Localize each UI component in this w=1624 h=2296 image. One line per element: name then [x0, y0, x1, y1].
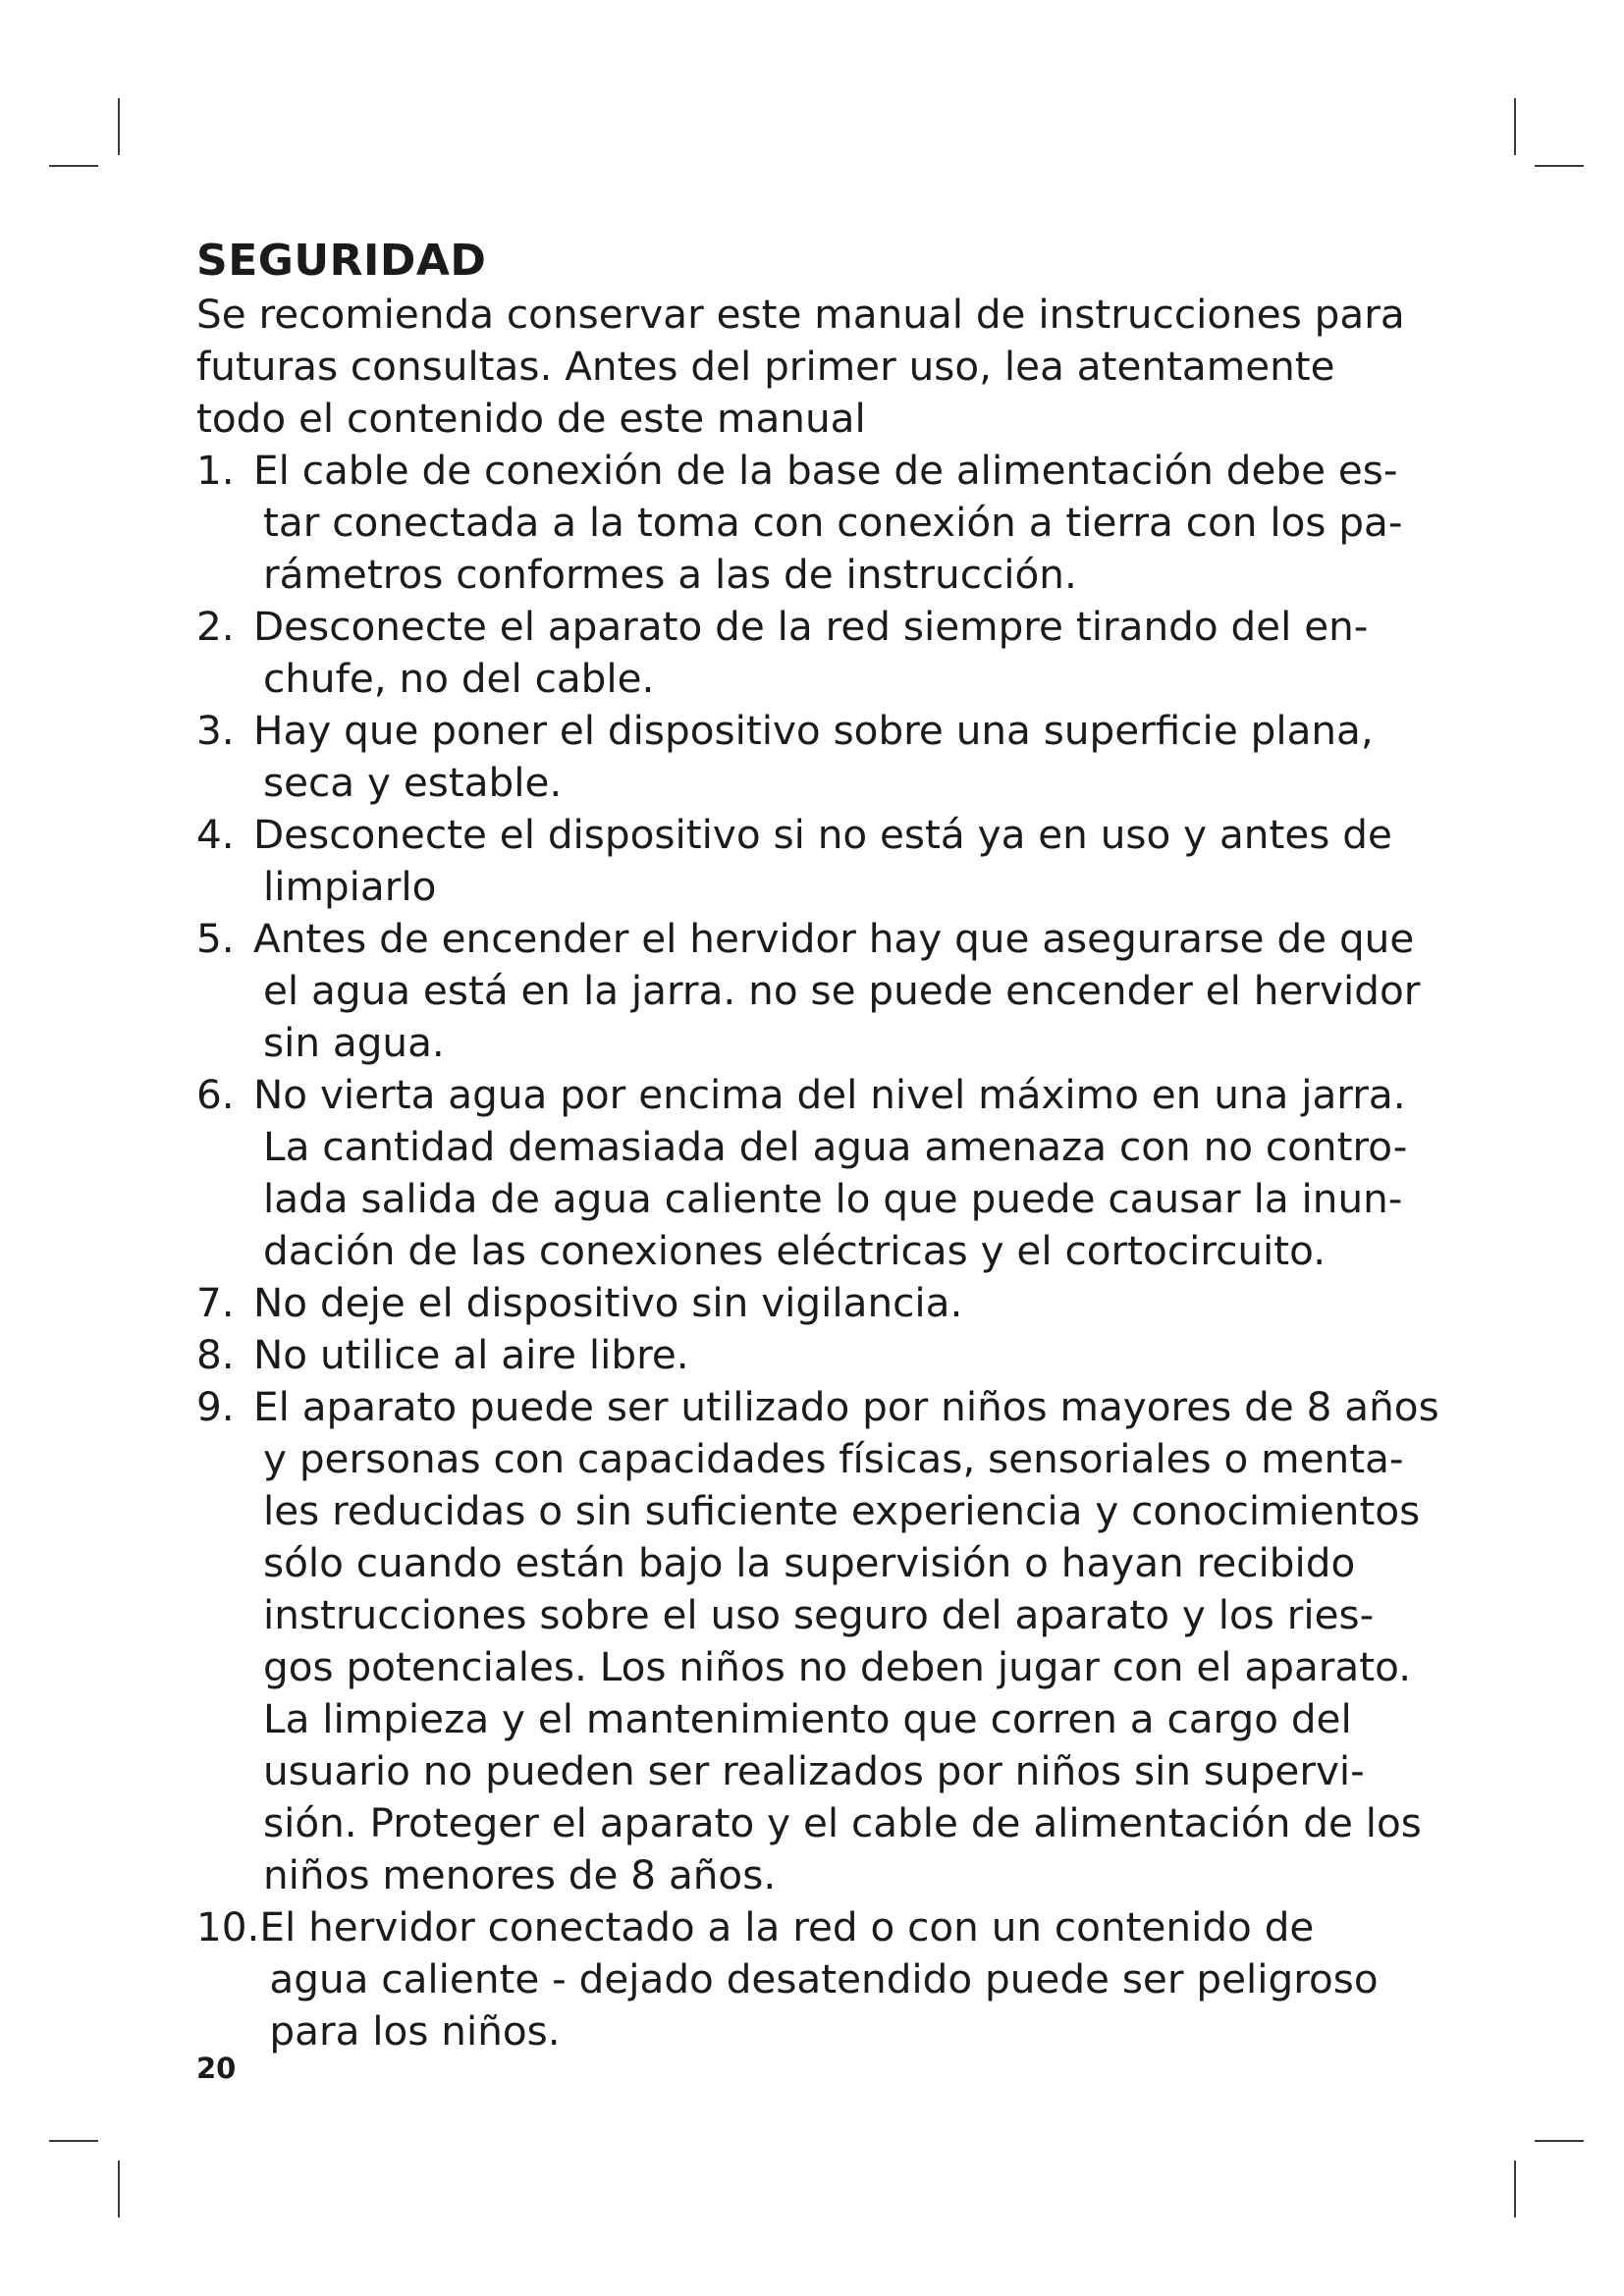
list-item [196, 705, 1465, 809]
list-item-line: gos potenciales. Los niños no deben jugar con el aparato. [263, 1643, 1412, 1690]
list-item-line: El hervidor conectado a la red o con un contenido de [259, 1903, 1315, 1950]
list-item-number: 7. [196, 1279, 235, 1326]
list-item-line: La limpieza y el mantenimiento que corren a cargo del [263, 1695, 1352, 1742]
list-item-line: seca y estable. [263, 759, 563, 806]
list-item-line: rámetros conformes a las de instrucción. [263, 551, 1077, 598]
crop-mark-top-right-horizontal [1535, 165, 1584, 167]
list-item-line: limpiarlo [263, 863, 437, 910]
crop-mark-bottom-left-horizontal [49, 2140, 98, 2142]
list-item-text [253, 705, 1465, 809]
list-item-line: Antes de encender el hervidor hay que asegurarse de que [253, 915, 1415, 962]
list-item-number: 10. [196, 1903, 260, 1950]
list-item-text [253, 445, 1465, 601]
intro-line: todo el contenido de este manual [196, 395, 866, 442]
list-item-line: No vierta agua por encima del nivel máximo en una jarra. [253, 1071, 1406, 1118]
list-item-number: 6. [196, 1071, 235, 1118]
list-item-line: La cantidad demasiada del agua amenaza con no contro- [263, 1123, 1408, 1170]
list-item-text [253, 1277, 1465, 1329]
crop-mark-top-right-vertical [1514, 98, 1516, 155]
list-item [196, 809, 1465, 913]
list-item-line: El cable de conexión de la base de alimentación debe es- [253, 447, 1398, 494]
list-item-line: chufe, no del cable. [263, 655, 655, 702]
list-item-text [253, 601, 1465, 705]
list-item [196, 1901, 1465, 2057]
list-item [196, 601, 1465, 705]
intro-line: Se recomienda conservar este manual de instrucciones para [196, 291, 1405, 338]
page-number: 20 [196, 2052, 237, 2085]
list-item-line: Desconecte el dispositivo si no está ya en uso y antes de [253, 811, 1392, 858]
intro-paragraph [196, 289, 1465, 445]
list-item-line: usuario no pueden ser realizados por niños sin supervi- [263, 1747, 1365, 1794]
list-item-line: agua caliente - dejado desatendido puede ser peligroso [269, 1955, 1379, 2002]
list-item-text [253, 809, 1465, 913]
crop-mark-top-left-vertical [118, 98, 120, 155]
list-item-line: lada salida de agua caliente lo que puede causar la inun- [263, 1175, 1403, 1222]
list-item-text [259, 1901, 1465, 2057]
list-item-line: sin agua. [263, 1019, 445, 1066]
list-item-line: El aparato puede ser utilizado por niños mayores de 8 años [253, 1383, 1439, 1430]
crop-mark-top-left-horizontal [49, 165, 98, 167]
list-item-number: 4. [196, 811, 235, 858]
list-item-line: dación de las conexiones eléctricas y el cortocircuito. [263, 1227, 1326, 1274]
crop-mark-bottom-right-vertical [1514, 2161, 1516, 2217]
list-item-number: 5. [196, 915, 235, 962]
list-item [196, 1329, 1465, 1381]
list-item-number: 8. [196, 1331, 235, 1378]
list-item [196, 1381, 1465, 1901]
list-item-line: No utilice al aire libre. [253, 1331, 689, 1378]
list-item-line: Hay que poner el dispositivo sobre una superficie plana, [253, 707, 1374, 754]
list-item-text [253, 1069, 1465, 1277]
list-item-line: y personas con capacidades físicas, sensoriales o menta- [263, 1435, 1404, 1482]
list-item-line: tar conectada a la toma con conexión a tierra con los pa- [263, 499, 1403, 546]
list-item-line: niños menores de 8 años. [263, 1851, 777, 1898]
list-item-line: sión. Proteger el aparato y el cable de alimentación de los [263, 1799, 1422, 1846]
list-item-line: sólo cuando están bajo la supervisión o hayan recibido [263, 1539, 1356, 1586]
list-item-text [253, 1381, 1465, 1901]
list-item-line: instrucciones sobre el uso seguro del aparato y los ries- [263, 1591, 1375, 1638]
list-item-number: 3. [196, 707, 235, 754]
list-item-line: para los niños. [269, 2007, 561, 2055]
page-content [196, 234, 1465, 2057]
crop-mark-bottom-right-horizontal [1535, 2140, 1584, 2142]
list-item [196, 1277, 1465, 1329]
list-item-line: Desconecte el aparato de la red siempre tirando del en- [253, 603, 1369, 650]
section-heading: SEGURIDAD [196, 236, 487, 286]
list-item-number: 2. [196, 603, 235, 650]
list-item-text [253, 1329, 1465, 1381]
list-item-line: No deje el dispositivo sin vigilancia. [253, 1279, 963, 1326]
list-item-line: les reducidas o sin suficiente experiencia y conocimientos [263, 1487, 1421, 1534]
safety-list [196, 445, 1465, 2057]
list-item-number: 1. [196, 447, 235, 494]
list-item-text [253, 913, 1465, 1069]
list-item [196, 1069, 1465, 1277]
intro-line: futuras consultas. Antes del primer uso, lea atentamente [196, 343, 1335, 390]
list-item [196, 913, 1465, 1069]
crop-mark-bottom-left-vertical [118, 2161, 120, 2217]
list-item [196, 445, 1465, 601]
list-item-line: el agua está en la jarra. no se puede encender el hervidor [263, 967, 1421, 1014]
list-item-number: 9. [196, 1383, 235, 1430]
